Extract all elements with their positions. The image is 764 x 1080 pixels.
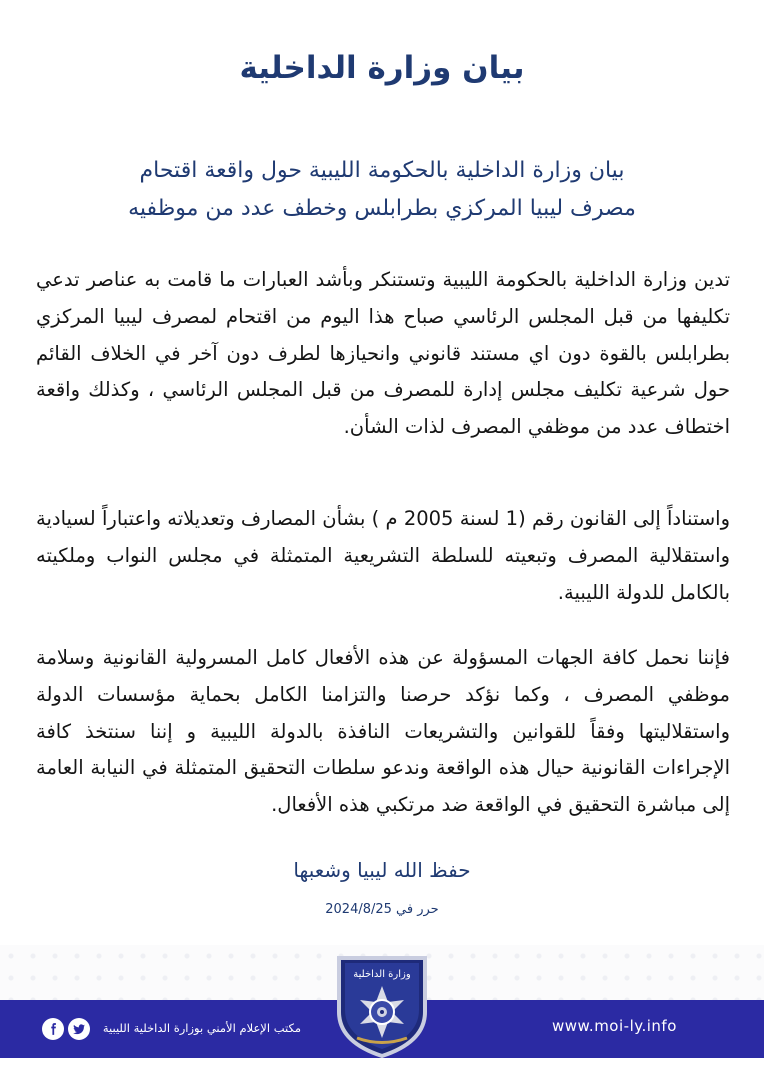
ministry-emblem: [327, 950, 437, 1060]
statement-paragraph-3: فإننا نحمل كافة الجهات المسؤولة عن هذه الأفعال كامل المسرولية القانونية وسلامة موظفي المصرف ، وكما نؤكد حرصنا والتزامنا الكامل بحماية مؤسسات الدولة واستقلاليتها وفقاً للقوانين والتشريعات النافذة بالدولة الليبية و إننا سنتخذ كافة الإجراءات القانونية حيال هذه الواقعة وندعو سلطات التحقيق المتمثلة في النيابة العامة إلى مباشرة التحقيق في الواقعة ضد مرتكبي هذه الأفعال.: [36, 646, 730, 817]
document-title: بيان وزارة الداخلية: [239, 50, 525, 86]
statement-subtitle: [0, 152, 764, 228]
statement-paragraph-1: تدين وزارة الداخلية بالحكومة الليبية وتستنكر وبأشد العبارات ما قامت به عناصر تدعي تكليفها من قبل المجلس الرئاسي صباح هذا اليوم من اقتحام لمصرف ليبيا المركزي بطرابلس بالقوة دون اي مستند قانوني وانحيازها لطرف دون آخر في الخلاف القائم حول شرعية تكليف مجلس إدارة للمصرف من قبل المجلس الرئاسي ، وكذلك واقعة اختطاف عدد من موظفي المصرف لذات الشأن.: [36, 268, 730, 439]
issue-date: حرر في 2024/8/25: [325, 902, 439, 917]
emblem-text: وزارة الداخلية: [353, 969, 411, 980]
subtitle-line: بيان وزارة الداخلية بالحكومة الليبية حول واقعة اقتحام: [139, 158, 625, 183]
website-link[interactable]: www.moi-ly.info: [552, 1017, 677, 1035]
closing-line: حفظ الله ليبيا وشعبها: [293, 858, 471, 882]
twitter-icon[interactable]: [68, 1018, 90, 1040]
footer-bottom-strip: [0, 1058, 764, 1080]
facebook-icon[interactable]: [42, 1018, 64, 1040]
media-office-label: مكتب الإعلام الأمني بوزارة الداخلية الليبية: [102, 1021, 301, 1035]
statement-paragraph-2: واستناداً إلى القانون رقم (1 لسنة 2005 م ) بشأن المصارف وتعديلاته واعتباراً لسيادية واستقلالية المصرف وتبعيته للسلطة التشريعية المتمثلة في مجلس النواب وملكيته بالكامل للدولة الليبية.: [36, 507, 730, 604]
subtitle-line: مصرف ليبيا المركزي بطرابلس وخطف عدد من موظفيه: [128, 196, 636, 221]
